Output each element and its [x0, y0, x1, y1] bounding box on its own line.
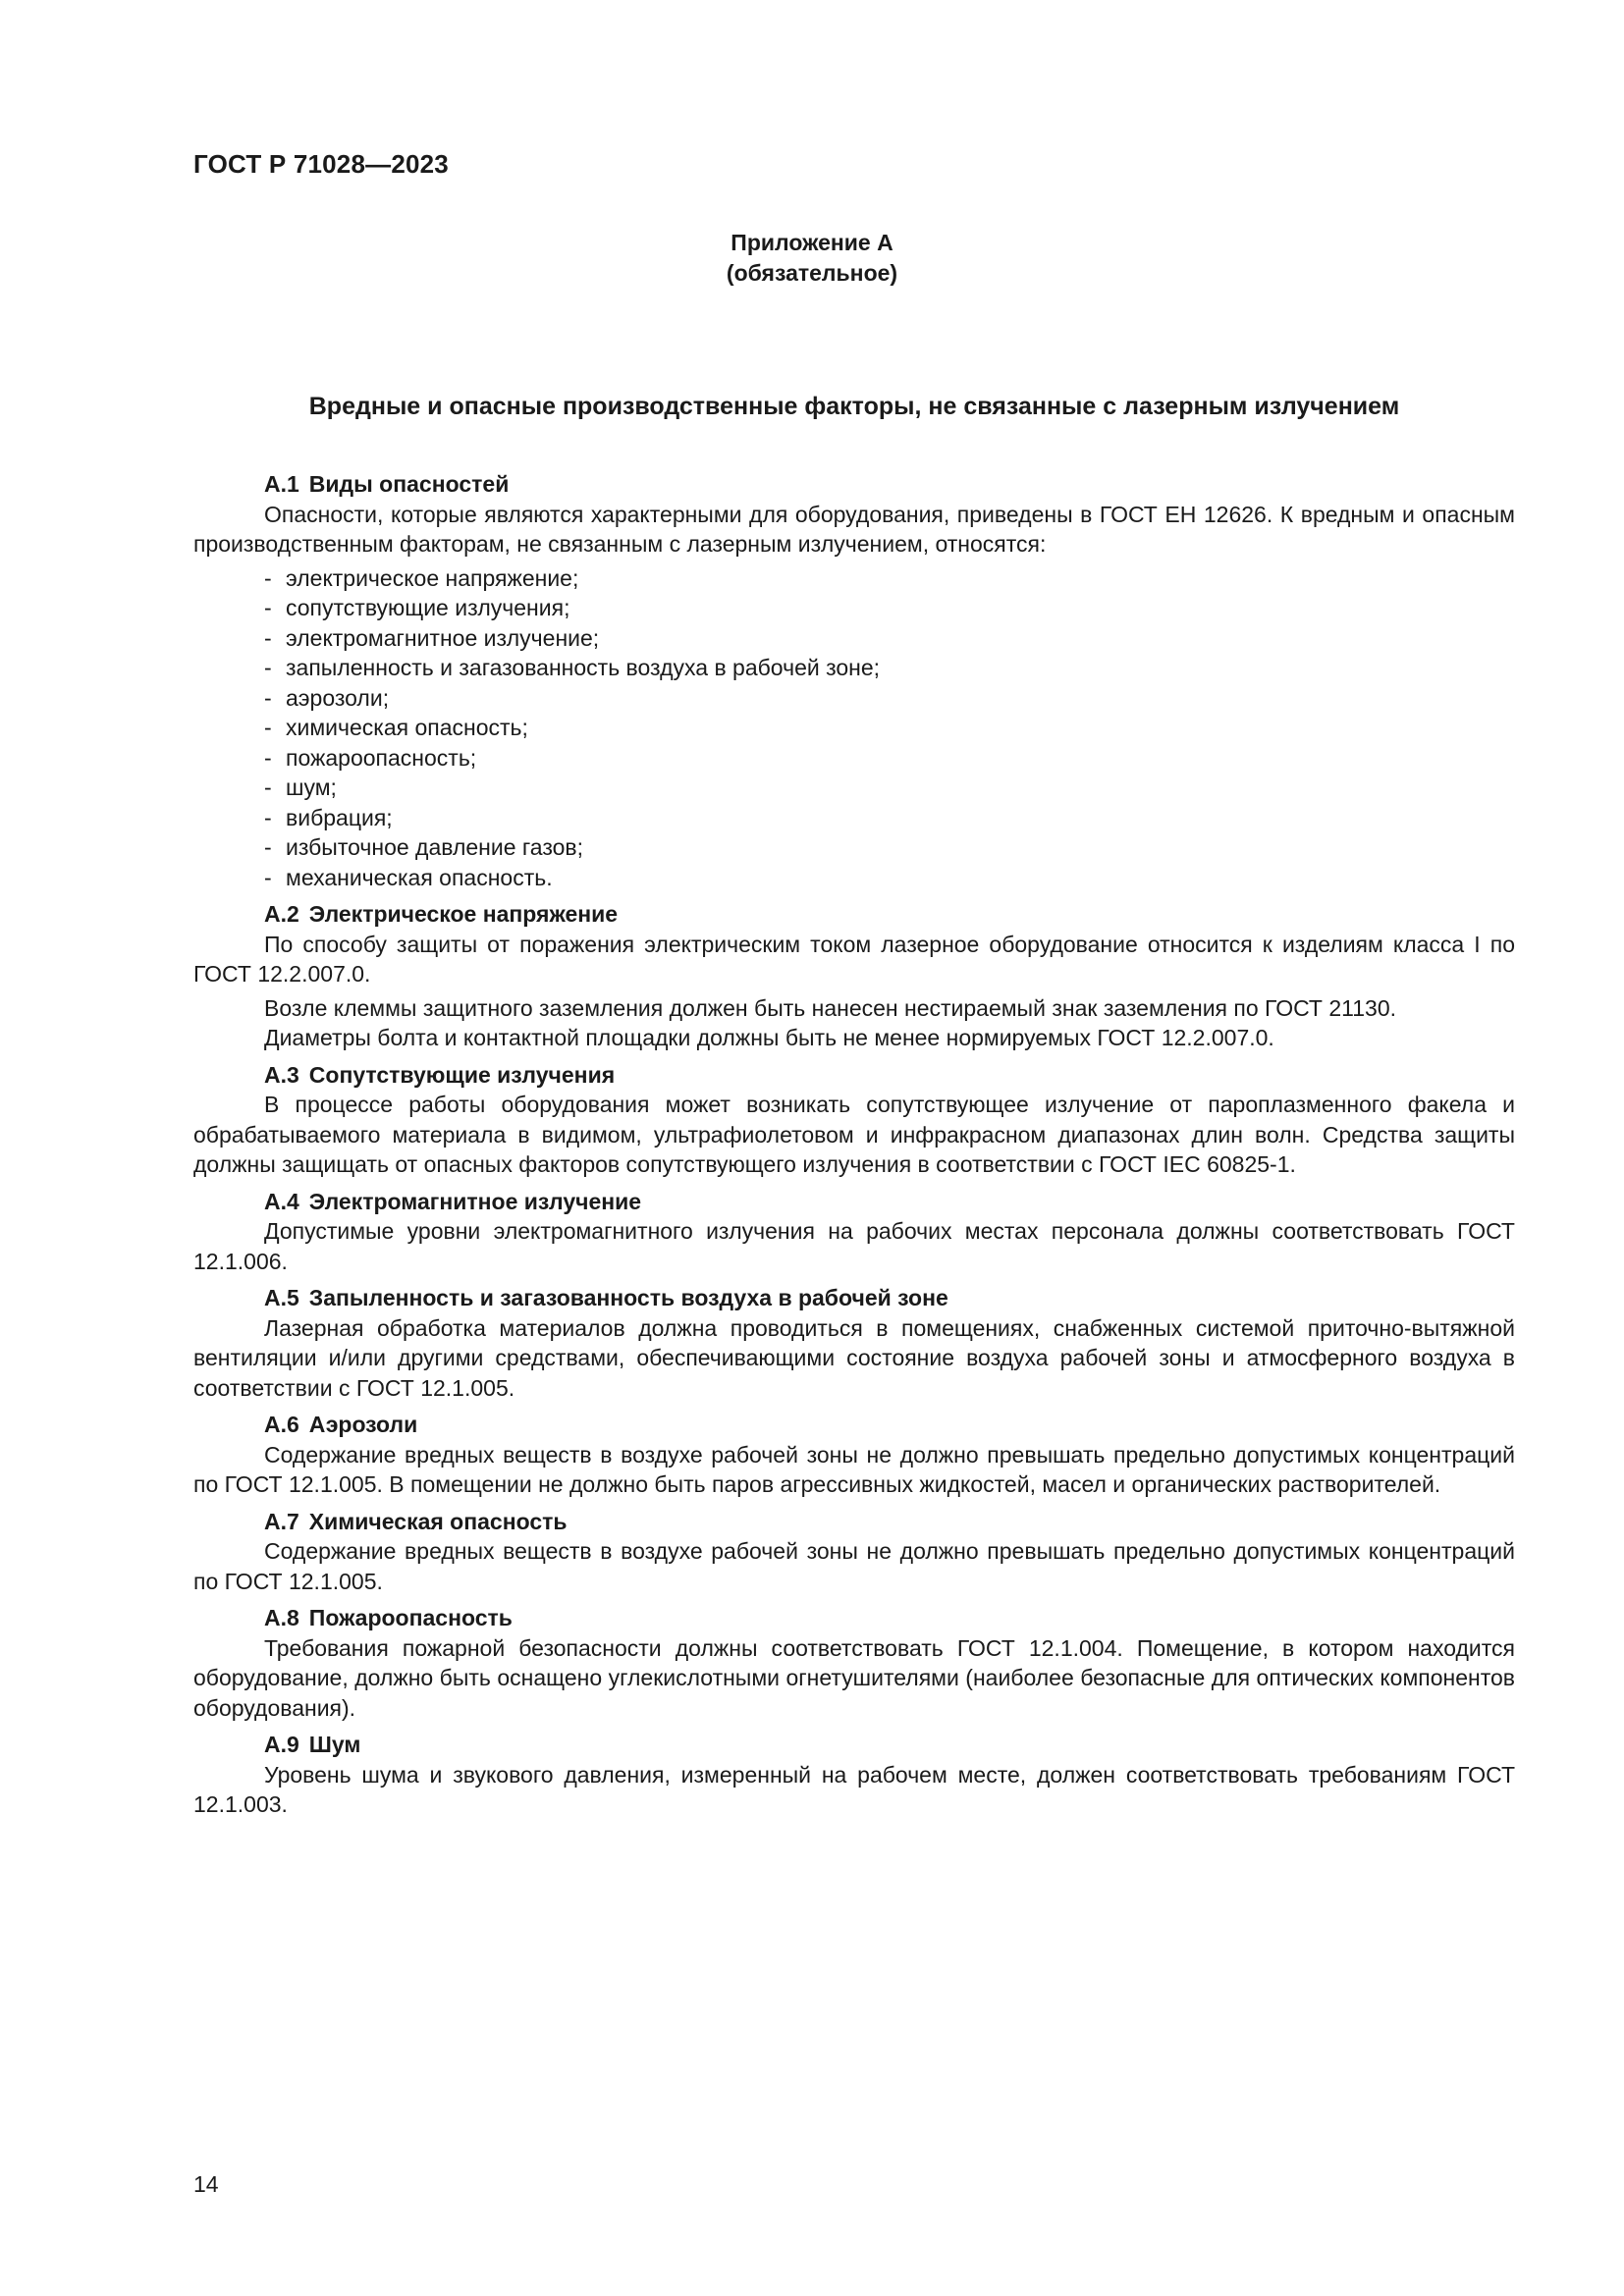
section-paragraph: Опасности, которые являются характерными для оборудования, приведены в ГОСТ ЕН 12626. К вредным и опасным производственным факторам, не связанным с лазерным излучением, относятся:	[193, 501, 1515, 557]
section-heading	[193, 1187, 1515, 1217]
section-title: Пожароопасность	[308, 1605, 513, 1630]
list-item: - химическая опасность;	[264, 715, 528, 740]
section-paragraph: Содержание вредных веществ в воздухе рабочей зоны не должно превышать предельно допустимых концентраций по ГОСТ 12.1.005. В помещении не должно быть паров агрессивных жидкостей, масел и органических растворителей.	[193, 1441, 1515, 1497]
section-heading	[193, 899, 1515, 930]
section-title: Сопутствующие излучения	[308, 1061, 616, 1088]
section-a7	[193, 1507, 1515, 1597]
list-item: - сопутствующие излучения;	[264, 595, 570, 620]
section-heading	[193, 1410, 1515, 1440]
section-heading	[193, 1603, 1515, 1633]
section-number: А.1	[264, 471, 299, 497]
section-a6	[193, 1410, 1515, 1500]
section-heading	[193, 1283, 1515, 1313]
list-item: - механическая опасность.	[264, 864, 553, 890]
section-a9	[193, 1730, 1515, 1820]
hazard-list	[193, 563, 1515, 893]
section-paragraph: Требования пожарной безопасности должны соответствовать ГОСТ 12.1.004. Помещение, в котором находится оборудование, должно быть оснащено углекислотными огнетушителями (наиболее безопасные для оптических компонентов оборудования).	[193, 1634, 1515, 1721]
document-body	[193, 469, 1515, 1824]
section-title: Химическая опасность	[308, 1508, 568, 1534]
section-number: А.7	[264, 1508, 299, 1534]
section-paragraph: В процессе работы оборудования может возникать сопутствующее излучение от пароплазменного факела и обрабатываемого материала в видимом, ультрафиолетовом и инфракрасном диапазонах длин волн. Средства защиты должны защищать от опасных факторов сопутствующего излучения в соответствии с ГОСТ IEC 60825-1.	[193, 1092, 1515, 1177]
section-a1	[193, 469, 1515, 892]
section-number: А.8	[264, 1605, 299, 1630]
section-number: А.3	[264, 1061, 299, 1088]
annex-label: Приложение А	[731, 230, 893, 255]
section-a2	[193, 899, 1515, 1053]
section-number: А.6	[264, 1412, 299, 1437]
section-paragraph: Возле клеммы защитного заземления должен быть нанесен нестираемый знак заземления по ГОСТ 21130.	[264, 994, 1397, 1021]
section-number: А.5	[264, 1285, 299, 1310]
section-paragraph: По способу защиты от поражения электрическим током лазерное оборудование относится к изделиям класса I по ГОСТ 12.2.007.0.	[193, 931, 1515, 987]
section-paragraph: Диаметры болта и контактной площадки должны быть не менее нормируемых ГОСТ 12.2.007.0.	[264, 1025, 1274, 1050]
section-a4	[193, 1187, 1515, 1277]
section-heading	[193, 469, 1515, 500]
list-item: - вибрация;	[264, 804, 393, 830]
section-heading	[193, 1060, 1515, 1091]
section-title: Электромагнитное излучение	[308, 1188, 642, 1214]
list-item: - электрическое напряжение;	[264, 564, 579, 591]
list-item: - шум;	[264, 774, 337, 800]
list-item: - электромагнитное излучение;	[264, 624, 600, 651]
section-title: Электрическое напряжение	[308, 901, 619, 927]
section-heading	[193, 1507, 1515, 1537]
list-item: - аэрозоли;	[264, 684, 390, 711]
section-title: Шум	[308, 1732, 361, 1757]
section-number: А.4	[264, 1188, 299, 1214]
annex-status: (обязательное)	[726, 260, 898, 286]
list-item: - избыточное давление газов;	[264, 834, 584, 860]
section-paragraph: Допустимые уровни электромагнитного излучения на рабочих местах персонала должны соответствовать ГОСТ 12.1.006.	[193, 1218, 1515, 1274]
annex-heading	[0, 228, 1624, 289]
section-paragraph: Содержание вредных веществ в воздухе рабочей зоны не должно превышать предельно допустимых концентраций по ГОСТ 12.1.005.	[193, 1538, 1515, 1594]
section-title: Запыленность и загазованность воздуха в рабочей зоне	[308, 1285, 948, 1310]
section-title: Аэрозоли	[308, 1412, 418, 1437]
section-a3	[193, 1060, 1515, 1180]
section-paragraph: Уровень шума и звукового давления, измеренный на рабочем месте, должен соответствовать требованиям ГОСТ 12.1.003.	[193, 1761, 1515, 1817]
section-title: Виды опасностей	[308, 471, 510, 497]
annex-title: Вредные и опасные производственные факторы, не связанные с лазерным излучением	[308, 393, 1400, 420]
list-item: - пожароопасность;	[264, 744, 477, 771]
section-number: А.2	[264, 901, 299, 927]
section-a8	[193, 1603, 1515, 1723]
section-a5	[193, 1283, 1515, 1403]
section-heading	[193, 1730, 1515, 1760]
section-paragraph: Лазерная обработка материалов должна проводиться в помещениях, снабженных системой приточно-вытяжной вентиляции и/или другими средствами, обеспечивающими состояние воздуха рабочей зоны и атмосферного воздуха в соответствии с ГОСТ 12.1.005.	[193, 1314, 1515, 1401]
section-number: А.9	[264, 1732, 299, 1757]
list-item: - запыленность и загазованность воздуха в рабочей зоне;	[264, 655, 881, 680]
standard-code: ГОСТ Р 71028—2023	[193, 149, 449, 179]
page-number: 14	[193, 2171, 219, 2197]
